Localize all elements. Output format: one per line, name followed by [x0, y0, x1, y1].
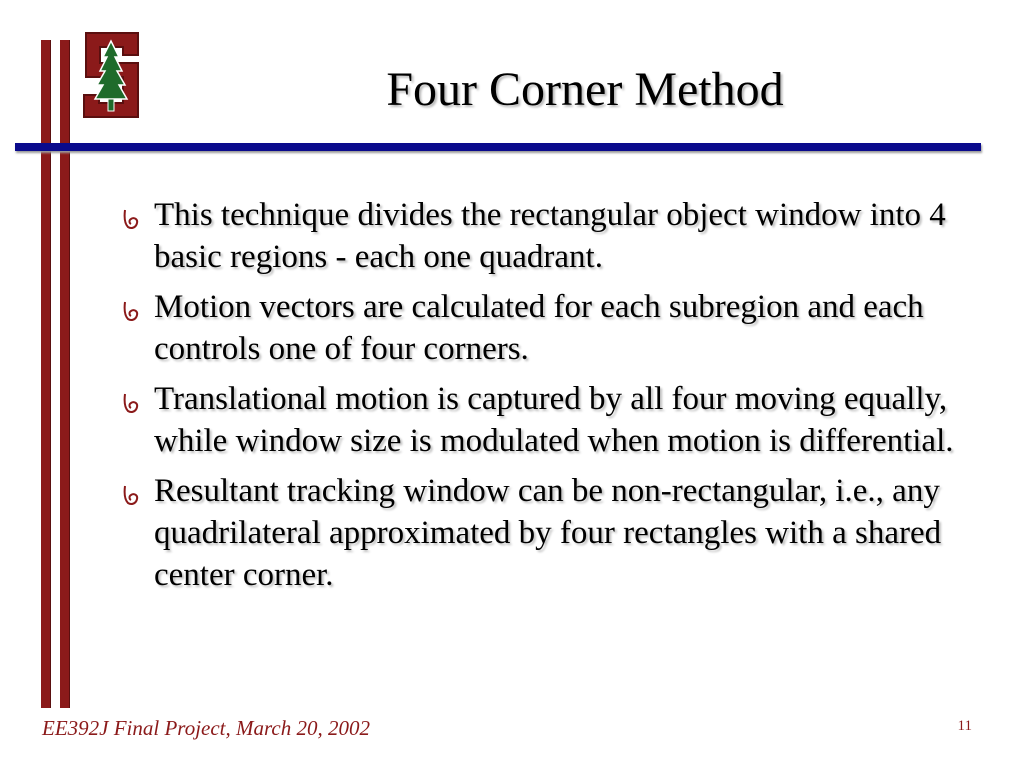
title-divider: [15, 143, 981, 151]
swirl-bullet-icon: [120, 208, 142, 230]
bullet-text: This technique divides the rectangular object window into 4 basic regions - each one quadrant.: [154, 197, 946, 275]
stanford-logo-icon: [76, 25, 146, 125]
swirl-bullet-icon: [120, 392, 142, 414]
bullet-text: Motion vectors are calculated for each subregion and each controls one of four corners.: [154, 289, 924, 367]
left-decorative-bar: [41, 40, 51, 708]
left-decorative-bar: [60, 40, 70, 708]
bullet-item: [118, 470, 998, 596]
swirl-bullet-icon: [120, 300, 142, 322]
bullet-list: [118, 194, 998, 604]
bullet-item: [118, 194, 998, 278]
page-number: 11: [957, 718, 972, 734]
bullet-item: [118, 286, 998, 370]
swirl-bullet-icon: [120, 484, 142, 506]
slide-title: Four Corner Method: [386, 63, 784, 116]
bullet-text: Resultant tracking window can be non-rectangular, i.e., any quadrilateral approximated by four rectangles with a shared center corner.: [154, 473, 942, 593]
bullet-item: [118, 378, 998, 462]
footer-text: EE392J Final Project, March 20, 2002: [42, 716, 370, 740]
bullet-text: Translational motion is captured by all four moving equally, while window size is modulated when motion is differential.: [154, 381, 954, 459]
